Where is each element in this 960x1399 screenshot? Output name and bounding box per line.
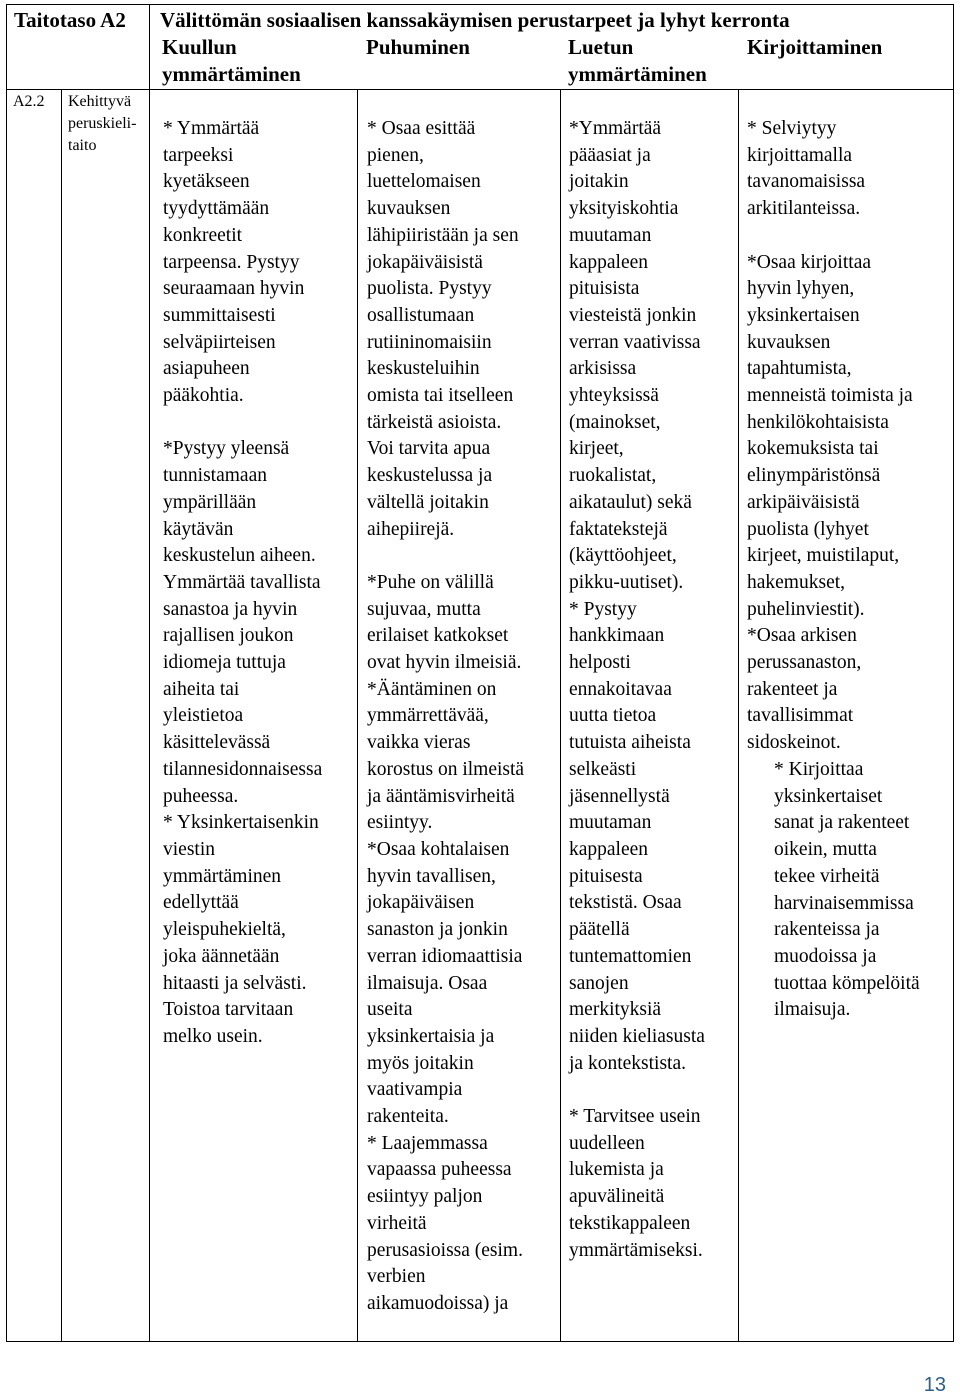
divider <box>149 5 150 89</box>
column-header-writing: Kirjoittaminen <box>747 35 883 59</box>
listening-description: * Ymmärtää tarpeeksi kyetäkseen tyydyttämään konkreetit tarpeensa. Pystyy seuraamaan hyvin summittaisesti selväpiirteisen asiapuheen pääkohtia. *Pystyy yleensä tunnistamaan ympärillään käytävän keskustelun aiheen. Ymmärtää tavallista sanastoa ja hyvin rajallisen joukon idiomeja tuttuja aiheita tai yleistietoa käsittelevässä tilannesidonnaisessa puheessa. * Yksinkertaisenkin viestin ymmärtäminen edellyttää yleispuhekieltä, joka äännetään hitaasti ja selvästi. Toistoa tarvitaan melko usein. <box>163 118 323 1047</box>
divider <box>61 89 62 1341</box>
divider <box>7 89 953 90</box>
column-header-reading: Luetun ymmärtäminen <box>568 35 707 86</box>
speaking-description: * Osaa esittää pienen, luettelomaisen kuvauksen lähipiiristään ja sen jokapäiväisistä puolista. Pystyy osallistumaan rutiininomaisiin keskusteluihin omista tai itselleen tärkeistä asioista. Voi tarvita apua keskustelussa ja vältellä joitakin aihepiirejä. *Puhe on välillä sujuvaa, mutta erilaiset katkokset ovat hyvin ilmeisiä. *Ääntäminen on ymmärrettävää, vaikka vieras korostus on ilmeistä ja ääntämisvirheitä esiintyy. *Osaa kohtalaisen hyvin tavallisen, jokapäiväisen sanaston ja jonkin verran idiomaattisia ilmaisuja. Osaa useita yksinkertaisia ja myös joitakin vaativampia rakenteita. * Laajemmassa vapaassa puheessa esiintyy paljon virheitä perusasioissa (esim. verbien aikamuodoissa) ja <box>367 118 525 1314</box>
reading-description: *Ymmärtää pääasiat ja joitakin yksityiskohtia muutaman kappaleen pituisista viesteistä jonkin verran vaativissa arkisissa yhteyksissä (mainokset, kirjeet, ruokalistat, aikataulut) sekä faktatekstejä (käyttöohjeet, pikku-uutiset). * Pystyy hankkimaan helposti ennakoitavaa uutta tietoa tutuista aiheista selkeästi jäsennellystä muutaman kappaleen pituisesta tekstistä. Osaa päätellä tuntemattomien sanojen merkityksiä niiden kieliasusta ja kontekstista. * Tarvitsee usein uudelleen lukemista ja apuvälineitä tekstikappaleen ymmärtämiseksi. <box>569 118 705 1261</box>
page-number: 13 <box>923 1374 946 1396</box>
divider <box>738 89 739 1341</box>
column-header-speaking: Puhuminen <box>366 35 470 59</box>
level-header: Taitotaso A2 <box>14 8 126 32</box>
writing-description: * Selviytyy kirjoittamalla tavanomaisissa arkitilanteissa. *Osaa kirjoittaa hyvin lyhyen, yksinkertaisen kuvauksen tapahtumista, menneistä toimista ja henkilökohtaisista kokemuksista tai elinympäristönsä arkipäiväisistä puolista (lyhyet kirjeet, muistilaput, hakemukset, puhelinviestit). *Osaa arkisen perussanaston, rakenteet ja tavallisimmat sidoskeinot. <box>747 118 913 754</box>
skill-level-table <box>6 4 954 1342</box>
writing-description-indented: * Kirjoittaa yksinkertaiset sanat ja rakenteet oikein, mutta tekee virheitä harvinaisemmissa rakenteissa ja muodoissa ja tuottaa kömpelöitä ilmaisuja. <box>774 759 920 1021</box>
level-name: Kehittyvä peruskieli- taito <box>68 93 137 154</box>
column-header-listening: Kuullun ymmärtäminen <box>162 35 301 86</box>
divider <box>357 89 358 1341</box>
level-code: A2.2 <box>13 93 45 110</box>
table-title: Välittömän sosiaalisen kanssakäymisen perustarpeet ja lyhyt kerronta <box>160 8 790 32</box>
divider <box>560 89 561 1341</box>
divider <box>149 89 150 1341</box>
